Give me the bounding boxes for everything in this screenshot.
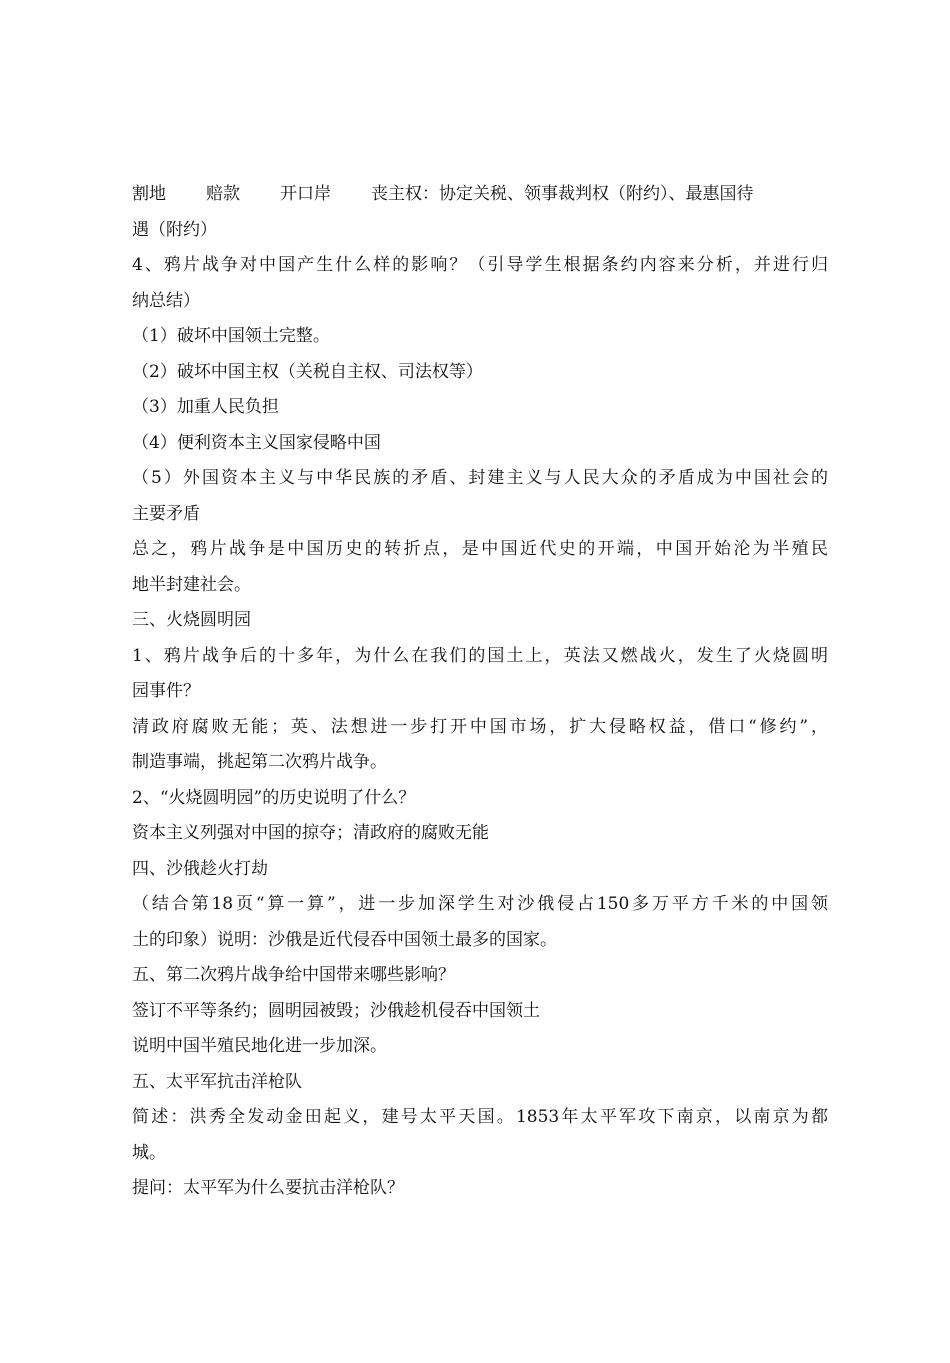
term-cede-land: 割地	[132, 184, 166, 204]
text-line-14: 1、鸦片战争后的十多年，为什么在我们的国土上，英法又燃战火，发生了火烧圆明	[132, 645, 828, 666]
text-line-9: （5）外国资本主义与中华民族的矛盾、封建主义与人民大众的矛盾成为中国社会的	[132, 468, 828, 488]
text-line-3: 4、鸦片战争对中国产生什么样的影响？（引导学生根据条约内容来分析，并进行归	[132, 255, 828, 275]
text-line-10: 主要矛盾	[132, 503, 200, 524]
text-line-27: 简述：洪秀全发动金田起义，建号太平天国。1853年太平军攻下南京，以南京为都	[132, 1107, 828, 1127]
text-line-19: 资本主义列强对中国的掠夺；清政府的腐败无能	[132, 823, 489, 843]
term-lose-sovereignty: 丧主权：协定关税、领事裁判权（附约）、最惠国待	[371, 184, 754, 204]
text-line-16: 清政府腐败无能；英、法想进一步打开中国市场，扩大侵略权益，借口“修约”，	[132, 716, 828, 737]
text-line-25: 说明中国半殖民地化进一步加深。	[132, 1036, 387, 1056]
text-line-15: 园事件？	[132, 681, 200, 701]
text-line-18: 2、“火烧圆明园”的历史说明了什么？	[132, 787, 416, 808]
text-line-17: 制造事端，挑起第二次鸦片战争。	[132, 752, 387, 772]
text-line-22: 土的印象）说明：沙俄是近代侵吞中国领土最多的国家。	[132, 929, 557, 950]
text-line-8: （4）便利资本主义国家侵略中国	[132, 432, 381, 453]
text-line-24: 签订不平等条约；圆明园被毁；沙俄趁机侵吞中国领土	[132, 1000, 540, 1021]
document-page	[132, 177, 828, 1207]
section-heading-5b: 五、太平军抗击洋枪队	[132, 1071, 302, 1092]
text-line-29: 提问：太平军为什么要抗击洋枪队？	[132, 1178, 404, 1198]
section-heading-5a: 五、第二次鸦片战争给中国带来哪些影响？	[132, 965, 455, 985]
text-line-11: 总之，鸦片战争是中国历史的转折点，是中国近代史的开端，中国开始沦为半殖民	[132, 539, 828, 559]
text-line-7: （3）加重人民负担	[132, 397, 279, 417]
section-heading-3: 三、火烧圆明园	[132, 610, 251, 630]
term-indemnity: 赔款	[206, 184, 240, 204]
section-heading-4: 四、沙俄趁火打劫	[132, 858, 268, 879]
text-line-21: （结合第18页“算一算”，进一步加深学生对沙俄侵占150多万平方千米的中国领	[132, 894, 828, 914]
text-line-4: 纳总结）	[132, 290, 200, 311]
text-line-1	[132, 177, 828, 213]
text-line-2: 遇（附约）	[132, 219, 217, 240]
term-open-ports: 开口岸	[280, 184, 331, 204]
text-line-6: （2）破坏中国主权（关税自主权、司法权等）	[132, 361, 483, 382]
text-line-12: 地半封建社会。	[132, 574, 251, 595]
text-line-28: 城。	[132, 1142, 166, 1163]
text-line-5: （1）破坏中国领土完整。	[132, 326, 330, 346]
